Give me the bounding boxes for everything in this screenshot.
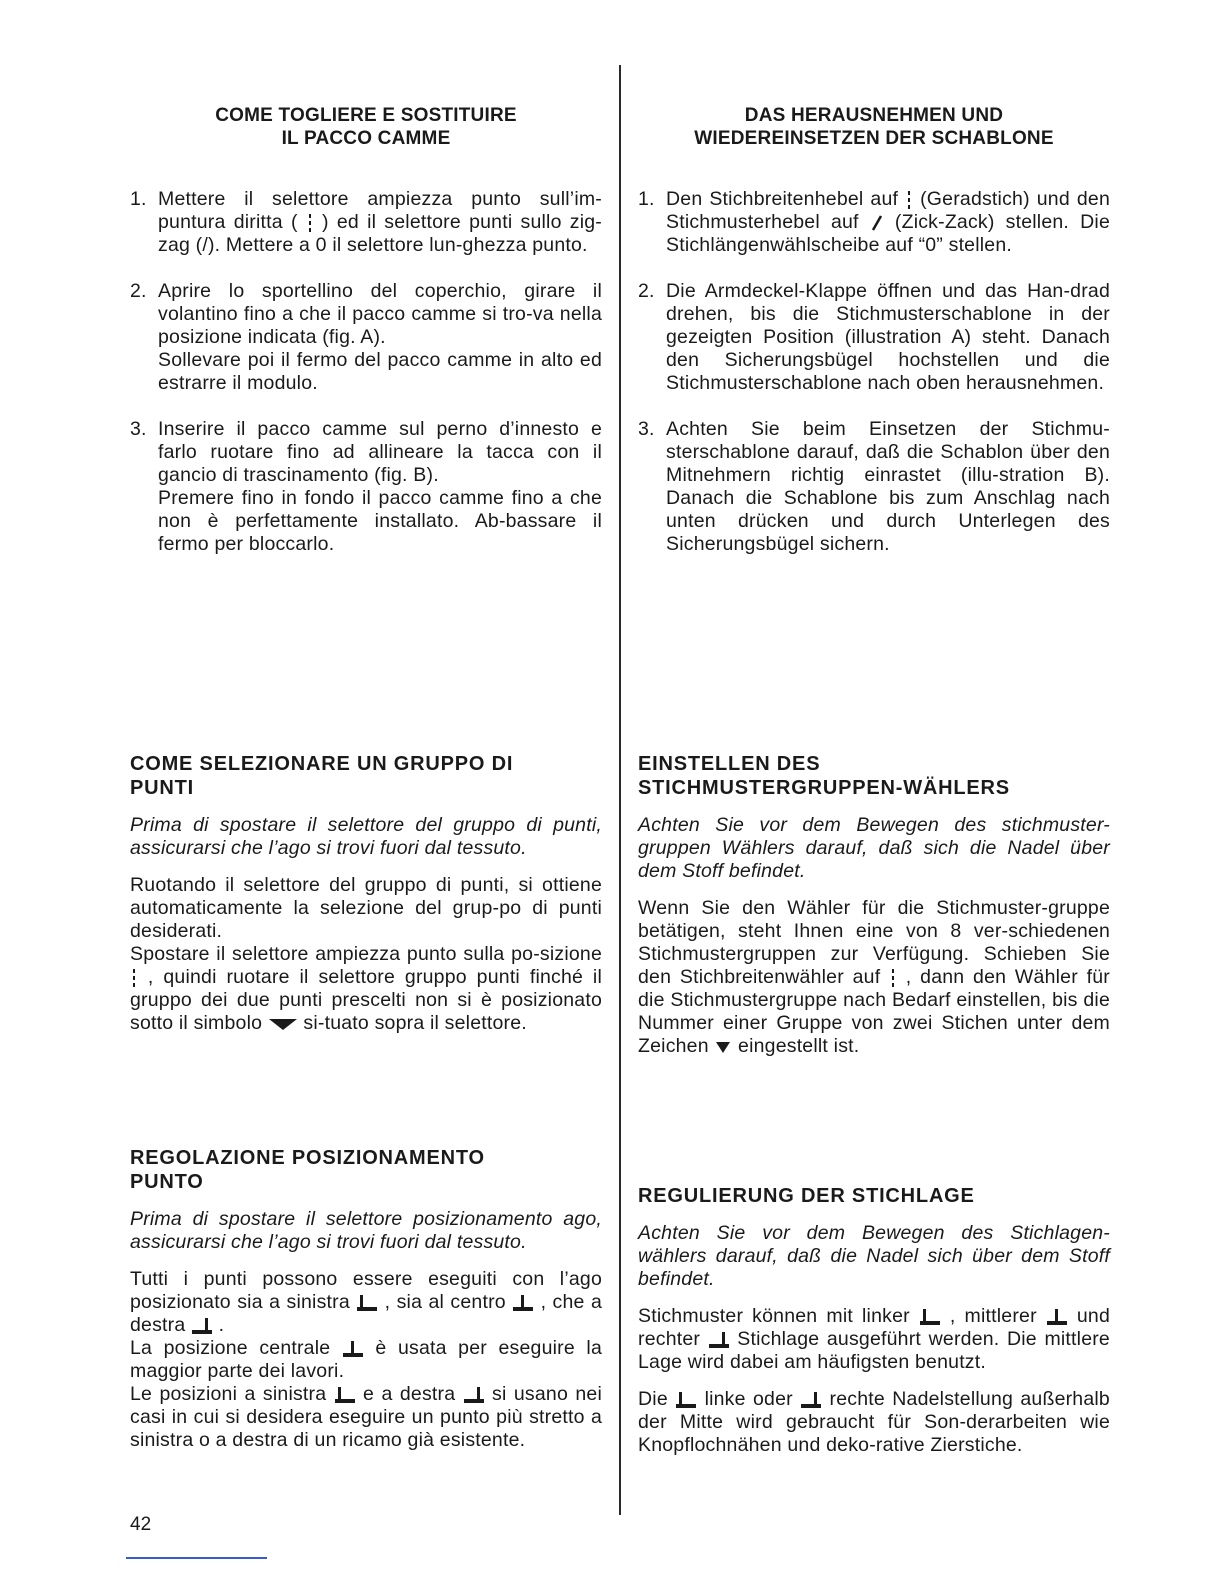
step-item: 2. Aprire lo sportellino del coperchio, girare il volantino fino a che il pacco camme si tro-va nella posizione indicata (fig. A). Sollevare poi il fermo del pacco camme in alto ed estrarre il modulo. [130, 280, 602, 394]
straight-stitch-icon [130, 968, 138, 988]
needle-right-icon [191, 1317, 213, 1335]
section-title-line2: IL PACCO CAMME [281, 128, 451, 149]
needle-center-icon [342, 1340, 364, 1358]
paragraph: Ruotando il selettore del gruppo di punti, si ottiene automaticamente la selezione del grup-po di punti desiderati. [130, 874, 602, 942]
right-section-select-group [638, 752, 1110, 1058]
straight-stitch-icon [905, 190, 913, 210]
needle-center-icon [1046, 1308, 1068, 1326]
section-title: EINSTELLEN DES [638, 753, 821, 775]
warning-note: Achten Sie vor dem Bewegen des stichmuster-gruppen Wählers darauf, daß sich die Nadel über dem Stoff befindet. [638, 814, 1110, 882]
paragraph: Wenn Sie den Wähler für die Stichmuster-gruppe betätigen, steht Ihnen eine von 8 ver-schiedenen Stichmustergruppen zur Verfügung. Schieben Sie den Stichbreitenwähler auf , dann den Wähler für die Stichmustergruppe nach Bedarf einstellen, bis die Nummer einer Gruppe von zwei Stichen unter dem Zeichen eingestellt ist. [638, 897, 1110, 1057]
needle-center-icon [512, 1294, 534, 1312]
right-section-remove-cam [638, 104, 1110, 579]
left-section-select-group [130, 752, 602, 1035]
triangle-marker-icon [268, 1017, 298, 1031]
section-title: DAS HERAUSNEHMEN UND [744, 105, 1004, 126]
needle-right-icon [463, 1386, 485, 1404]
left-section-needle-position [130, 1146, 602, 1452]
left-section-remove-cam [130, 104, 602, 579]
paragraph: Tutti i punti possono essere eseguiti con l’ago posizionato sia a sinistra , sia al centro , che a destra . [130, 1268, 603, 1336]
paragraph: Stichmuster können mit linker , mittlerer und rechter Stichlage ausgeführt werden. Die mittlere Lage wird dabei am häufigsten benutzt. [638, 1305, 1111, 1373]
needle-left-icon [675, 1391, 697, 1409]
section-title-line2: PUNTI [130, 777, 194, 799]
triangle-marker-icon [714, 1040, 732, 1054]
step-item: 3. Inserire il pacco camme sul perno d’innesto e farlo ruotare fino ad allineare la tacca con il gancio di trascinamento (fig. B). Premere fino in fondo il pacco camme fino a che non è perfettamente installato. Ab-bassare il fermo per bloccarlo. [130, 418, 602, 555]
step-item: 1. Den Stichbreitenhebel auf (Geradstich) und den Stichmusterhebel auf (Zick-Zack) stellen. Die Stichlängenwählscheibe auf “0” stellen. [638, 188, 1111, 256]
section-title-line2: STICHMUSTERGRUPPEN-WÄHLERS [638, 777, 1010, 799]
zigzag-slash-icon [870, 214, 884, 232]
needle-right-icon [800, 1391, 822, 1409]
section-title: REGOLAZIONE POSIZIONAMENTO [130, 1147, 485, 1169]
section-title: COME TOGLIERE E SOSTITUIRE [215, 105, 517, 126]
straight-stitch-icon [306, 213, 314, 233]
needle-left-icon [334, 1386, 356, 1404]
warning-note: Achten Sie vor dem Bewegen des Stichlagen-wählers darauf, daß die Nadel sich über dem Stoff befindet. [638, 1222, 1110, 1290]
warning-note: Prima di spostare il selettore del gruppo di punti, assicurarsi che l’ago si trovi fuori dal tessuto. [130, 814, 602, 859]
column-divider [619, 65, 621, 1515]
paragraph: Spostare il selettore ampiezza punto sulla po-sizione , quindi ruotare il selettore gruppo punti finché il gruppo dei due punti prescelti non si è posizionato sotto il simbolo si-tuato sopra il selettore. [130, 943, 602, 1034]
warning-note: Prima di spostare il selettore posizionamento ago, assicurarsi che l’ago si trovi fuori dal tessuto. [130, 1208, 602, 1253]
needle-left-icon [919, 1308, 941, 1326]
section-title-line2: PUNTO [130, 1171, 204, 1193]
needle-left-icon [356, 1294, 378, 1312]
paragraph: La posizione centrale è usata per eseguire la maggior parte dei lavori. [130, 1337, 602, 1382]
needle-right-icon [708, 1331, 730, 1349]
section-title-line2: WIEDEREINSETZEN DER SCHABLONE [694, 128, 1054, 149]
step-item: 2. Die Armdeckel-Klappe öffnen und das Han-drad drehen, bis die Stichmusterschablone in der gezeigten Position (illustration A) steht. Danach den Sicherungsbügel hochstellen und die Stichmusterschablone nach oben herausnehmen. [638, 280, 1110, 394]
section-title: COME SELEZIONARE UN GRUPPO DI [130, 753, 514, 775]
section-title: REGULIERUNG DER STICHLAGE [638, 1185, 975, 1207]
paragraph: Le posizioni a sinistra e a destra si usano nei casi in cui si desidera eseguire un punto più stretto a sinistra o a destra di un ricamo già esistente. [130, 1383, 602, 1451]
paragraph: Die linke oder rechte Nadelstellung außerhalb der Mitte wird gebraucht für Son-derarbeiten wie Knopflochnähen und deko-rative Zierstiche. [638, 1388, 1110, 1456]
right-section-needle-position [638, 1184, 1110, 1457]
step-item: 1. Mettere il selettore ampiezza punto sull’im-puntura diritta ( ) ed il selettore punti sullo zig-zag (/). Mettere a 0 il selettore lun-ghezza punto. [130, 188, 602, 256]
footer-rule [126, 1557, 267, 1559]
step-item: 3. Achten Sie beim Einsetzen der Stichmu-sterschablone darauf, daß die Schablon über den Mitnehmern richtig einrastet (illu-stration B). Danach die Schablone bis zum Anschlag nach unten drücken und durch Unterlegen des Sicherungsbügel sichern. [638, 418, 1110, 555]
page-number: 42 [130, 1514, 152, 1535]
straight-stitch-icon [889, 968, 897, 988]
